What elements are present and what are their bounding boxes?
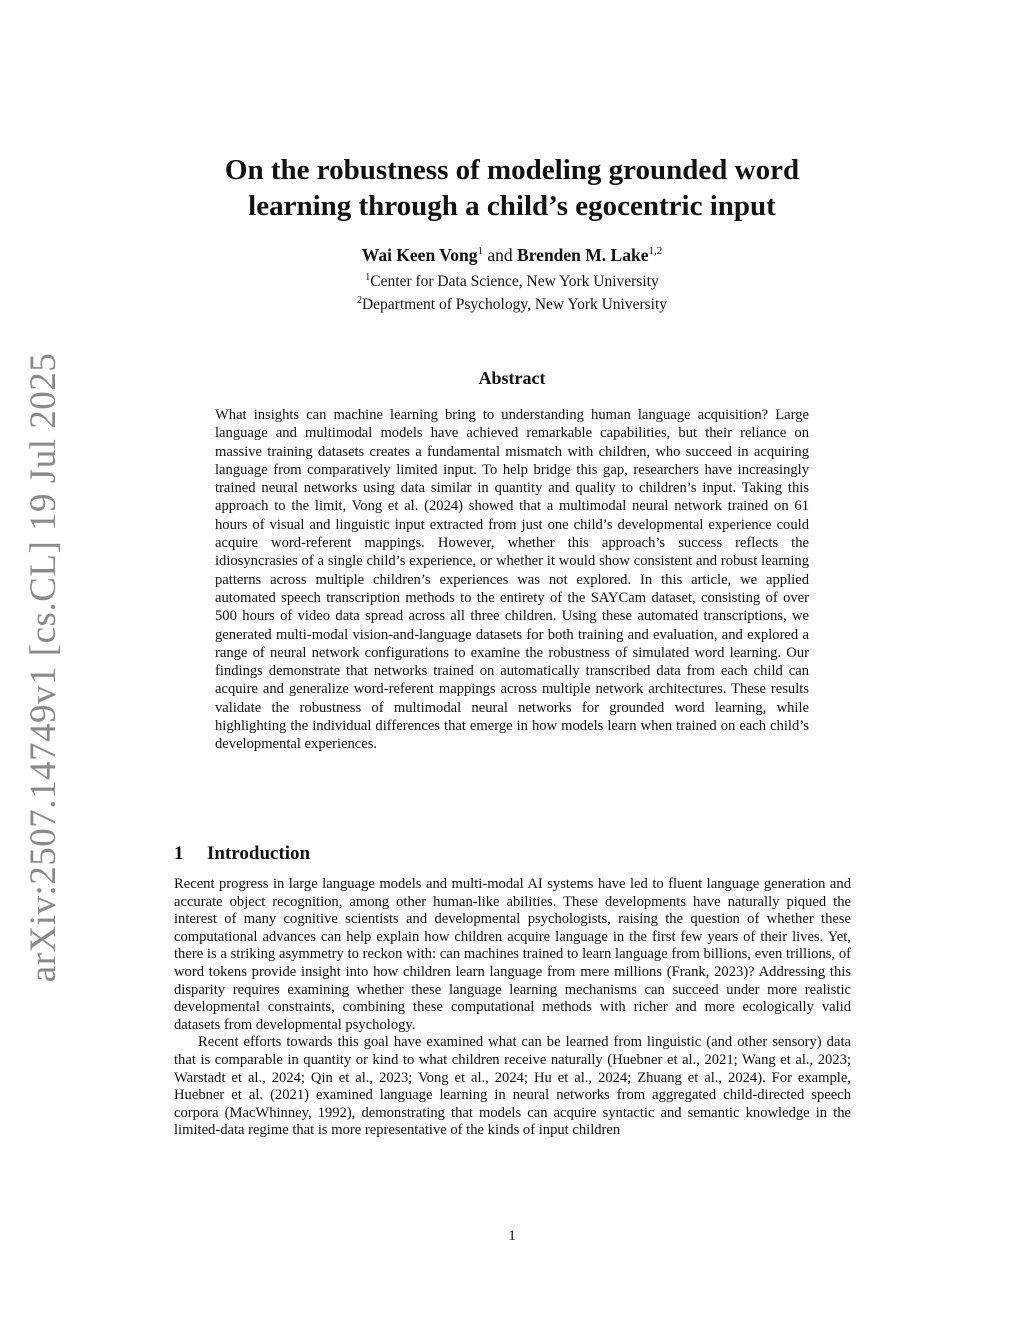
author-conjunction: and: [487, 245, 513, 265]
affiliation-marker: 2: [356, 294, 362, 306]
paper-title-line-1: On the robustness of modeling grounded word: [224, 154, 800, 186]
section-heading-introduction: [174, 843, 310, 865]
paper-title: [150, 152, 874, 224]
arxiv-identifier-stamp: [4, 352, 84, 982]
page-number: 1: [508, 1228, 516, 1244]
affiliation: [150, 272, 874, 292]
abstract-heading: Abstract: [478, 368, 546, 388]
section-title: Introduction: [207, 843, 311, 864]
affiliation-marker: 1: [365, 271, 371, 283]
affiliation-text: Center for Data Science, New York University: [370, 273, 659, 290]
section-number: 1: [174, 843, 184, 864]
author-affiliation-marker: 1,2: [648, 245, 663, 258]
affiliation-text: Department of Psychology, New York University: [361, 296, 668, 313]
author-affiliation-marker: 1: [477, 245, 484, 258]
author-name: Brenden M. Lake: [517, 245, 649, 265]
affiliation: [150, 295, 874, 315]
abstract-text: What insights can machine learning bring to understanding human language acquisition? Large language and multimodal models have achieved remarkable capabilities, but their reliance on massive training datasets creates a fundamental mismatch with children, who succeed in acquiring language from comparatively limited input. To help bridge this gap, researchers have increasingly trained neural networks using data similar in quantity and quality to children’s input. Taking this approach to the limit, Vong et al. (2024) showed that a multimodal neural network trained on 61 hours of visual and linguistic input extracted from just one child’s developmental experience could acquire word-referent mappings. However, whether this approach’s success reflects the idiosyncrasies of a single child’s experience, or whether it would show consistent and robust learning patterns across multiple children’s experiences was not explored. In this article, we applied automated speech transcription methods to the entirety of the SAYCam dataset, consisting of over 500 hours of video data spread across all three children. Using these automated transcriptions, we generated multi-modal vision-and-language datasets for both training and evaluation, and explored a range of neural network configurations to examine the robustness of simulated word learning. Our findings demonstrate that networks trained on automatically transcribed data from each child can acquire and generalize word-referent mappings across multiple network architectures. These results validate the robustness of multimodal neural networks for grounded word learning, while highlighting the individual differences that emerge in how models learn when trained on each child’s developmental experiences.: [215, 407, 809, 753]
author-list: [150, 243, 874, 267]
body-paragraph: Recent progress in large language models and multi-modal AI systems have led to fluent language generation and accurate object recognition, among other human-like abilities. These developments have naturally piqued the interest of many cognitive scientists and developmental psychologists, raising the question of whether these computational advances can help explain how children acquire language in the first few years of their lives. Yet, there is a striking asymmetry to reckon with: can machines trained to learn language from billions, even trillions, of word tokens provide insight into how children learn language from mere millions (Frank, 2023)? Addressing this disparity requires examining whether these language learning mechanisms can succeed under more realistic developmental constraints, combining these computational methods with richer and more ecologically valid datasets from developmental psychology.: [174, 876, 851, 1033]
introduction-body: [174, 876, 851, 1140]
paper-title-line-2: learning through a child’s egocentric input: [248, 190, 776, 222]
arxiv-identifier-text: arXiv:2507.14749v1 [cs.CL] 19 Jul 2025: [23, 352, 65, 982]
body-paragraph: Recent efforts towards this goal have examined what can be learned from linguistic (and other sensory) data that is comparable in quantity or kind to what children receive naturally (Huebner et al., 2021; Wang et al., 2023; Warstadt et al., 2024; Qin et al., 2023; Vong et al., 2024; Hu et al., 2024; Zhuang et al., 2024). For example, Huebner et al. (2021) examined language learning in neural networks from aggregated child-directed speech corpora (MacWhinney, 1992), demonstrating that models can acquire syntactic and semantic knowledge in the limited-data regime that is more representative of the kinds of input children: [174, 1034, 851, 1139]
author-name: Wai Keen Vong: [361, 245, 478, 265]
